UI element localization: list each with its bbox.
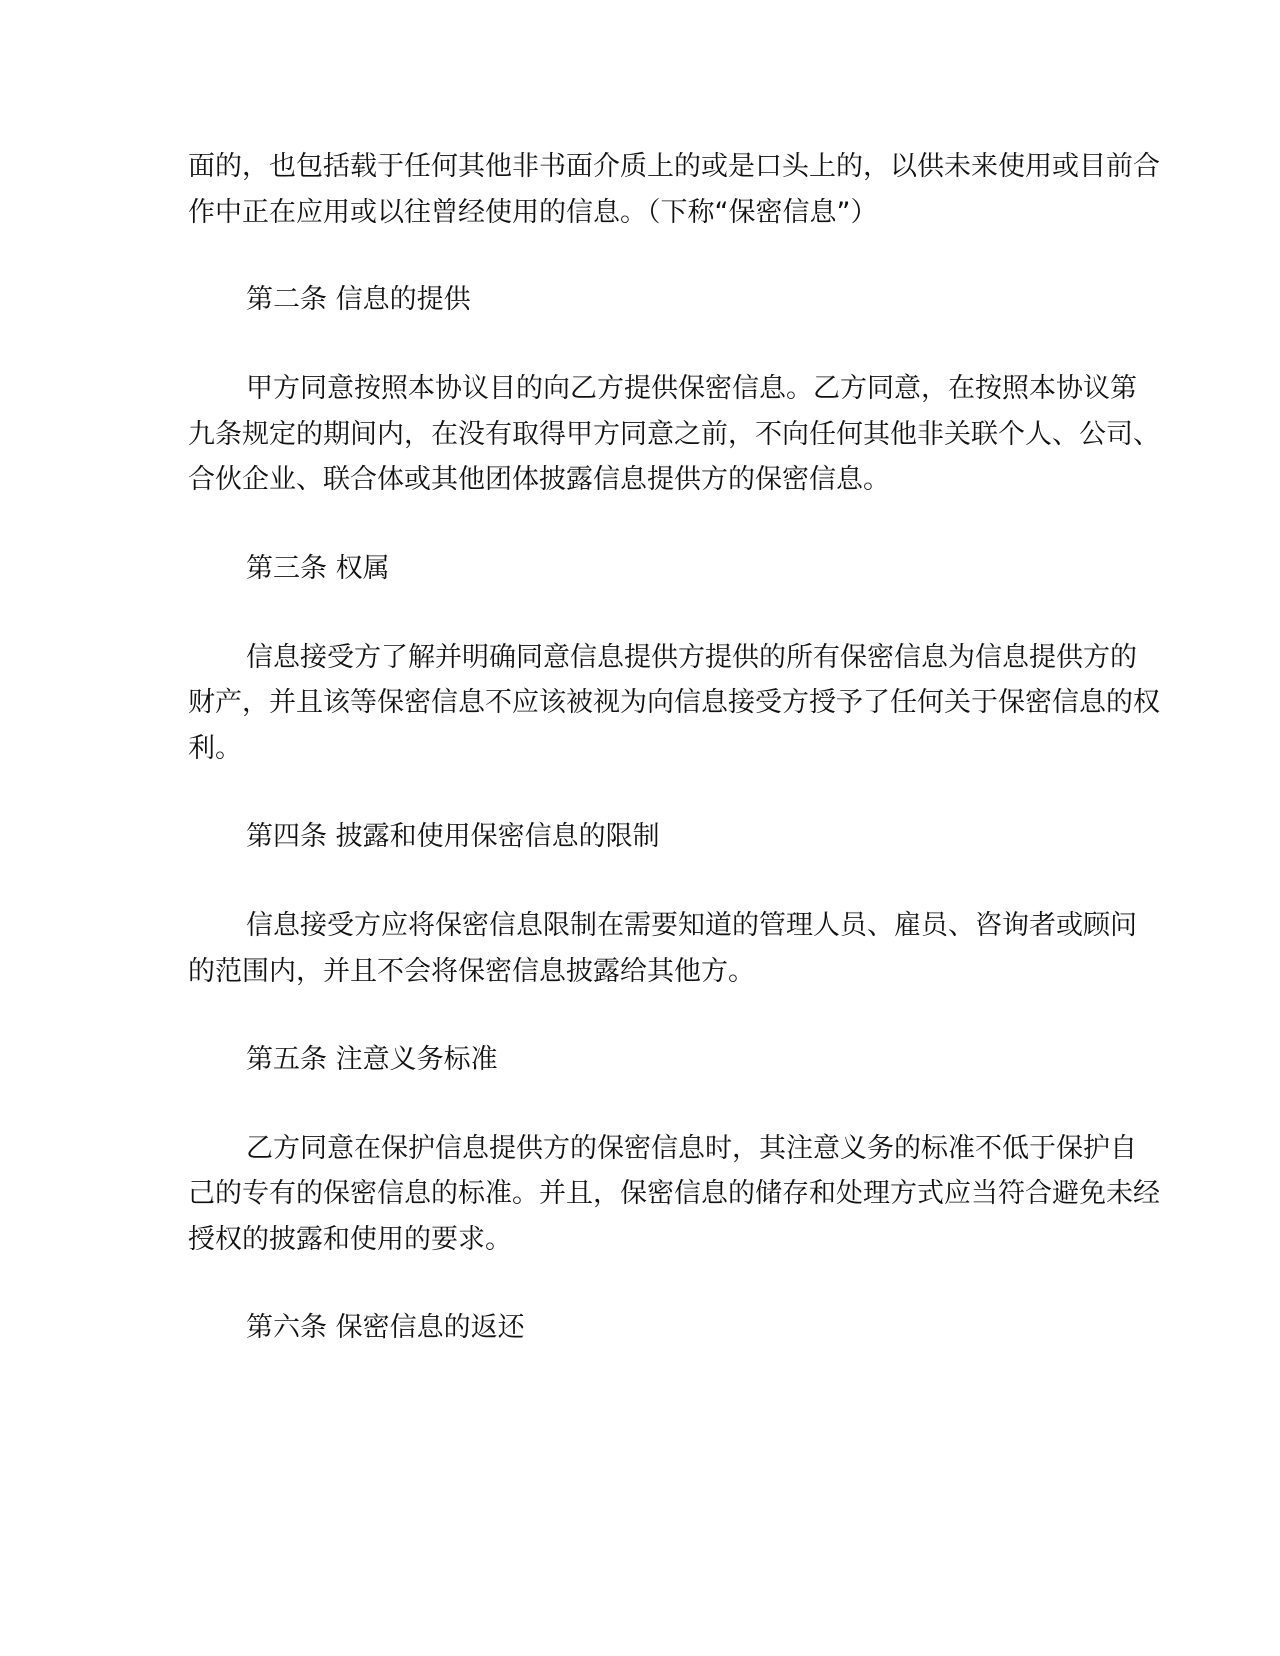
article-5-heading: 第五条 注意义务标准 bbox=[246, 1044, 498, 1075]
article-2-line-3: 合伙企业、联合体或其他团体披露信息提供方的保密信息。 bbox=[188, 464, 890, 495]
intro-line-1: 面的，也包括载于任何其他非书面介质上的或是口头上的，以供未来使用或目前合 bbox=[188, 151, 1160, 182]
article-3-line-1: 信息接受方了解并明确同意信息提供方提供的所有保密信息为信息提供方的 bbox=[246, 642, 1137, 673]
article-2-heading: 第二条 信息的提供 bbox=[246, 284, 471, 315]
article-4-line-1: 信息接受方应将保密信息限制在需要知道的管理人员、雇员、咨询者或顾问 bbox=[246, 910, 1137, 941]
article-5-line-2: 己的专有的保密信息的标准。并且，保密信息的储存和处理方式应当符合避免未经 bbox=[188, 1178, 1160, 1209]
intro-line-2: 作中正在应用或以往曾经使用的信息。（下称“保密信息”） bbox=[188, 197, 878, 228]
article-6-heading: 第六条 保密信息的返还 bbox=[246, 1312, 525, 1343]
article-3-line-3: 利。 bbox=[188, 733, 242, 764]
article-3-heading: 第三条 权属 bbox=[246, 553, 390, 584]
article-5-line-1: 乙方同意在保护信息提供方的保密信息时，其注意义务的标准不低于保护自 bbox=[246, 1133, 1137, 1164]
article-4-line-2: 的范围内，并且不会将保密信息披露给其他方。 bbox=[188, 956, 755, 987]
article-2-line-1: 甲方同意按照本协议目的向乙方提供保密信息。乙方同意，在按照本协议第 bbox=[246, 373, 1137, 404]
article-4-heading: 第四条 披露和使用保密信息的限制 bbox=[246, 821, 660, 852]
article-3-line-2: 财产，并且该等保密信息不应该被视为向信息接受方授予了任何关于保密信息的权 bbox=[188, 687, 1160, 718]
article-2-line-2: 九条规定的期间内，在没有取得甲方同意之前，不向任何其他非关联个人、公司、 bbox=[188, 419, 1160, 450]
article-5-line-3: 授权的披露和使用的要求。 bbox=[188, 1224, 512, 1255]
